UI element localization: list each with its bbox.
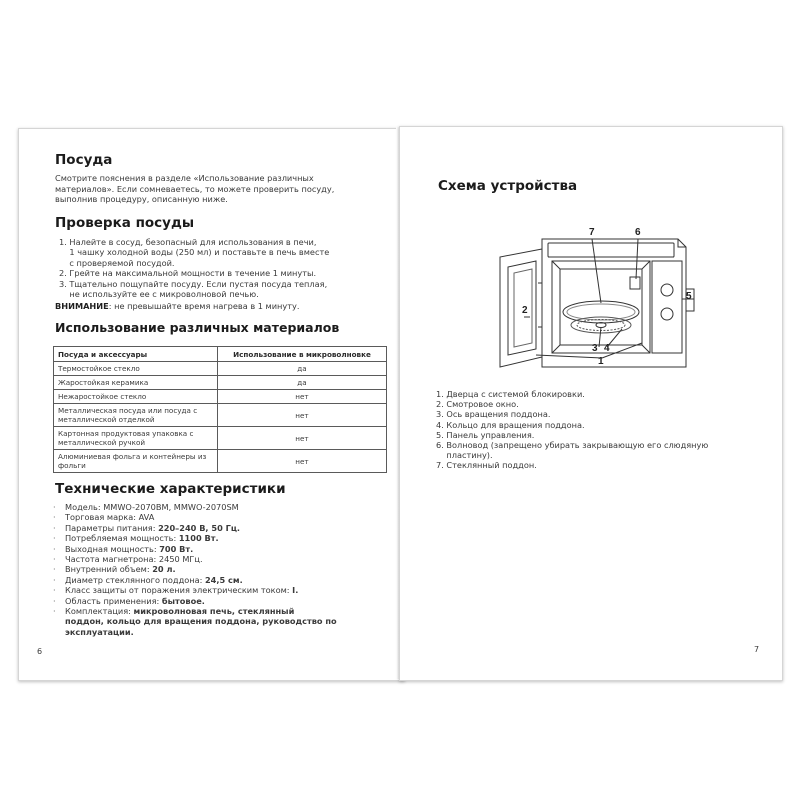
specs-list — [51, 502, 381, 637]
section-title-posuda: Посуда — [55, 152, 113, 168]
step-line: 2. Грейте на максимальной мощности в течение 1 минуты. — [59, 268, 317, 279]
callout-2: 2 — [522, 305, 528, 316]
callout-4: 4 — [604, 343, 610, 354]
page-number-right: 7 — [754, 645, 760, 654]
spec-label: Выходная мощность: — [65, 543, 160, 554]
spec-item — [51, 564, 381, 574]
table-cell: нет — [217, 427, 386, 450]
callout-3: 3 — [592, 343, 598, 354]
table-row — [54, 427, 387, 450]
text-line: Смотрите пояснения в разделе «Использование различных — [55, 173, 314, 183]
legend-item: 5. Панель управления. — [436, 429, 535, 440]
table-row — [54, 450, 387, 473]
callout-6: 6 — [635, 227, 641, 238]
table-row — [54, 404, 387, 427]
step-item — [59, 237, 399, 268]
legend-item: 4. Кольцо для вращения поддона. — [436, 419, 585, 430]
step-line: с проверяемой посудой. — [59, 257, 175, 268]
spec-value: 24,5 см. — [204, 574, 243, 585]
section-title-specs: Технические характеристики — [55, 481, 286, 497]
spec-label: Потребляемая мощность: — [65, 533, 179, 544]
step-line: не используйте ее с микроволновой печью. — [59, 289, 259, 300]
spec-label: Параметры питания: — [65, 522, 159, 533]
table-cell: нет — [217, 450, 386, 473]
step-line: 1 чашку холодной воды (250 мл) и поставьте в печь вместе — [59, 247, 330, 258]
table-cell: Нежаростойкое стекло — [54, 390, 218, 404]
table-row — [54, 376, 387, 390]
text-line: материалов». Если сомневаетесь, то можете проверить посуду, — [55, 183, 335, 194]
step-item — [59, 268, 399, 278]
materials-table — [53, 346, 387, 473]
spec-value: 220–240 В, 50 Гц. — [158, 522, 241, 533]
spec-item — [51, 554, 381, 564]
spec-item — [51, 596, 381, 606]
spec-item — [51, 606, 381, 637]
spec-label: Модель: — [65, 502, 104, 512]
microwave-diagram — [480, 217, 700, 377]
spec-label: Диаметр стеклянного поддона: — [65, 574, 205, 585]
spec-value: 1100 Вт. — [178, 533, 219, 544]
table-cell: нет — [217, 404, 386, 427]
diagram-title: Схема устройства — [438, 178, 578, 194]
spec-item — [51, 502, 381, 512]
right-page — [399, 126, 783, 681]
spec-label: Торговая марка: — [65, 512, 139, 523]
legend-item — [436, 440, 776, 460]
step-item — [59, 279, 399, 300]
spec-value: бытовое. — [161, 595, 205, 606]
spec-item — [51, 585, 381, 595]
warning-label: ВНИМАНИЕ — [55, 301, 109, 311]
spec-label: Комплектация: — [65, 606, 134, 617]
table-cell: Металлическая посуда или посуда с металлической отделкой — [54, 404, 218, 427]
table-header-cell: Посуда и аксессуары — [54, 347, 218, 362]
callout-7: 7 — [589, 227, 595, 238]
spec-label: Область применения: — [65, 595, 162, 606]
table-cell: Жаростойкая керамика — [54, 376, 218, 390]
section-title-check: Проверка посуды — [55, 215, 195, 231]
table-row — [54, 390, 387, 404]
legend-item: 1. Дверца с системой блокировки. — [436, 389, 585, 399]
step-line: 3. Тщательно пощупайте посуду. Если пустая посуда теплая, — [59, 278, 328, 289]
table-cell: да — [217, 362, 386, 376]
spec-label: Частота магнетрона: — [65, 554, 159, 565]
table-header-cell: Использование в микроволновке — [217, 347, 386, 362]
callout-5: 5 — [686, 291, 692, 302]
spec-item — [51, 512, 381, 522]
table-header-row — [54, 347, 387, 362]
spec-label: Внутренний объем: — [65, 564, 153, 575]
step-line: 1. Налейте в сосуд, безопасный для использования в печи, — [59, 237, 317, 247]
spec-item — [51, 575, 381, 585]
warning-text: : не превышайте время нагрева в 1 минуту. — [108, 301, 300, 311]
spec-item — [51, 544, 381, 554]
spec-item — [51, 533, 381, 543]
diagram-legend — [436, 389, 776, 471]
spec-label: Класс защиты от поражения электрическим током: — [65, 585, 293, 596]
callout-1: 1 — [598, 356, 604, 367]
legend-item: 3. Ось вращения поддона. — [436, 409, 551, 420]
table-cell: Картонная продуктовая упаковка с металлической ручкой — [54, 427, 218, 450]
spec-value: микроволновая печь, стеклянный — [133, 606, 295, 617]
spec-value: AVA — [138, 512, 155, 523]
legend-item: 7. Стеклянный поддон. — [436, 460, 537, 471]
legend-line: 6. Волновод (запрещено убирать закрывающую его слюдяную — [436, 440, 709, 451]
text-line: выполнив процедуру, описанную ниже. — [55, 194, 228, 205]
section-title-materials: Использование различных материалов — [55, 320, 340, 335]
spec-value: 700 Вт. — [159, 543, 194, 554]
spec-value: 20 л. — [152, 564, 176, 575]
spec-value: MMWO-2070BM, MMWO-2070SM — [103, 502, 239, 512]
spec-value: 2450 МГц. — [158, 554, 203, 565]
table-row — [54, 362, 387, 376]
check-steps — [59, 237, 399, 299]
posuda-text — [55, 173, 395, 205]
legend-line: пластину). — [436, 450, 493, 461]
legend-item: 2. Смотровое окно. — [436, 399, 519, 410]
left-page — [18, 128, 405, 681]
spec-value-cont: поддон, кольцо для вращения поддона, руководство по эксплуатации. — [65, 616, 337, 637]
warning-line — [55, 301, 299, 312]
page-number-left: 6 — [37, 647, 43, 656]
table-cell: да — [217, 376, 386, 390]
table-cell: Термостойкое стекло — [54, 362, 218, 376]
spec-item — [51, 523, 381, 533]
spec-value: I. — [292, 585, 299, 596]
table-cell: Алюминиевая фольга и контейнеры из фольги — [54, 450, 218, 473]
table-cell: нет — [217, 390, 386, 404]
